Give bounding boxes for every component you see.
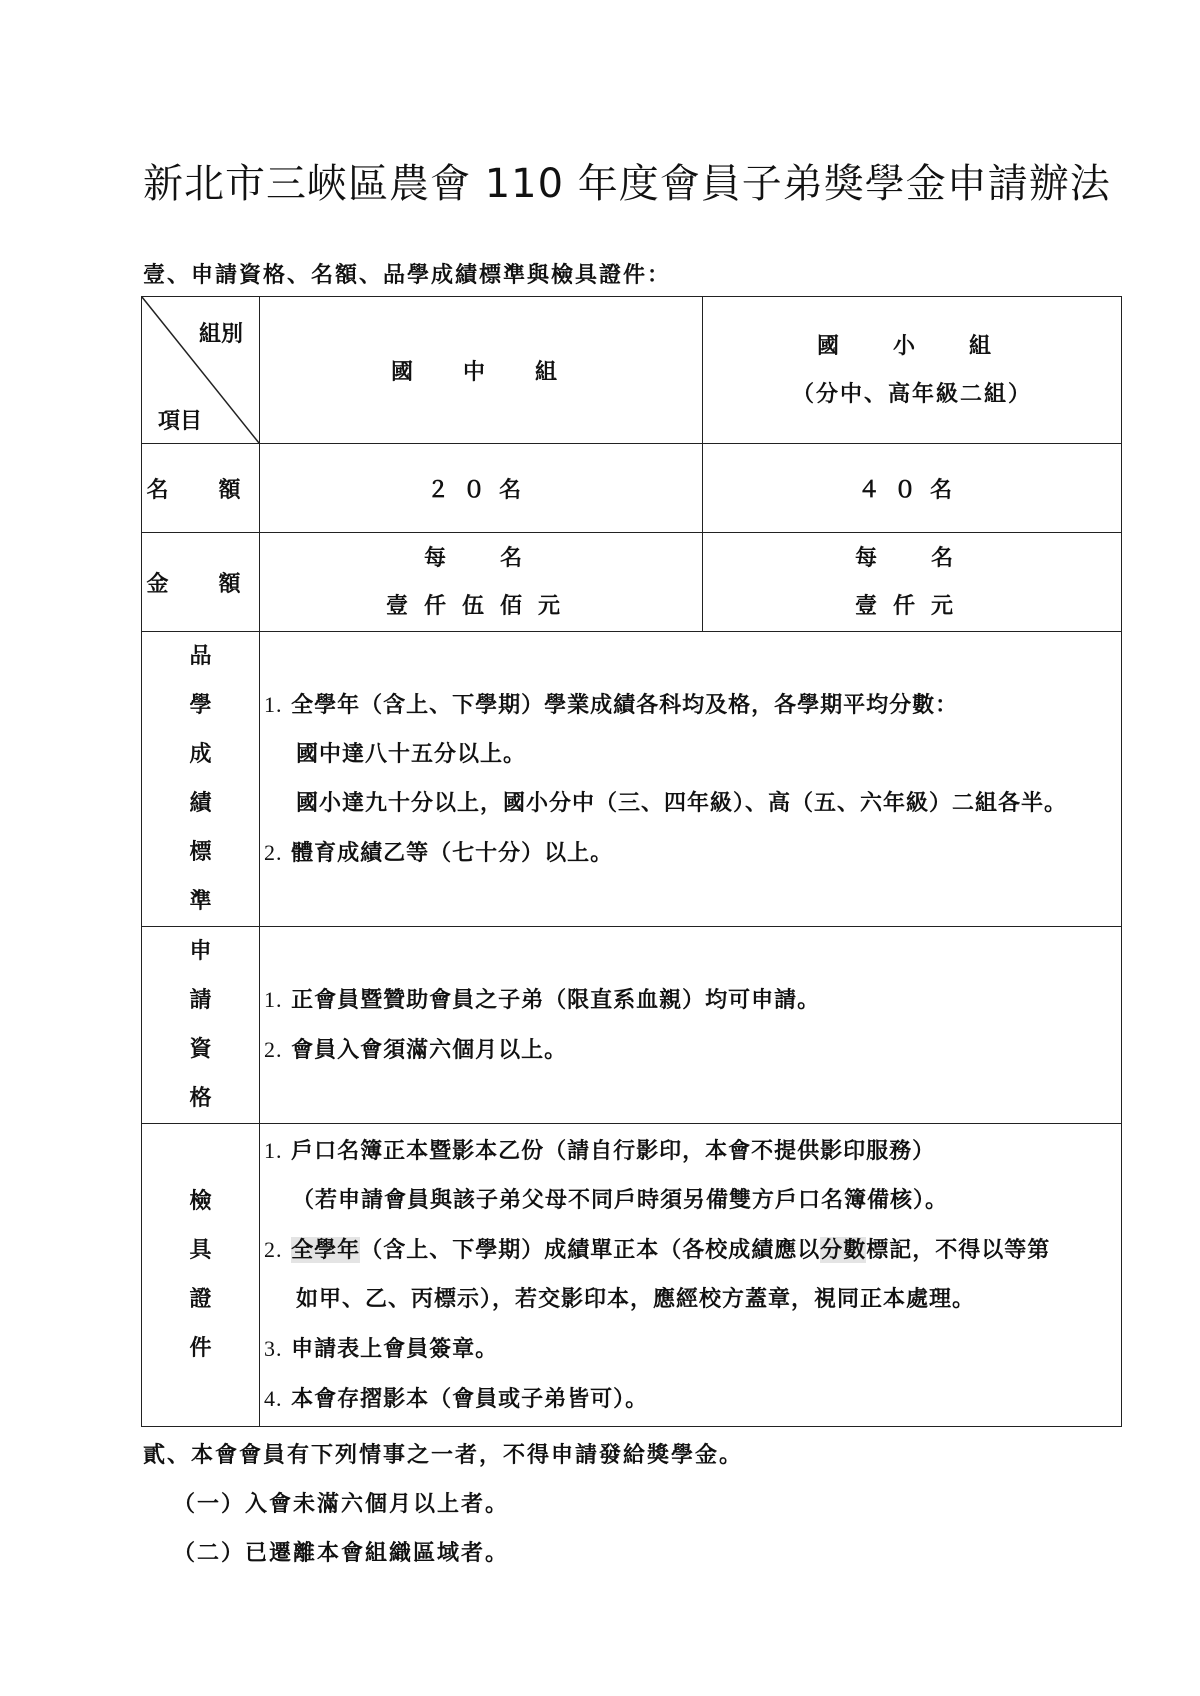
quota-row [142,444,1122,533]
list-item [264,680,1121,730]
list-item [264,828,1121,878]
grades-label-char: 準 [189,888,212,914]
amount-junior-value: 壹仟伍佰元 [385,593,576,619]
grades-row [142,632,1122,927]
header-junior: 國 中 組 [260,297,703,444]
quota-label: 名 額 [142,444,260,533]
item-text: 全學年（含上、下學期）學業成績各科均及格，各學期平均分數： [291,692,959,718]
header-elementary [703,297,1122,444]
qualification-row [142,927,1122,1124]
page-title: 新北市三峽區農會 110 年度會員子弟獎學金申請辦法 [143,161,1111,207]
item-number: 2. [264,1237,283,1262]
list-item [264,1324,1121,1374]
item-number: 1. [264,692,283,717]
amount-junior [260,533,703,632]
scholarship-table [141,296,1122,1427]
section-2-heading: 貳、本會會員有下列情事之一者，不得申請發給獎學金。 [143,1442,744,1468]
list-item [264,1225,1121,1275]
documents-row [142,1124,1122,1427]
docs-label-char: 檢 [189,1188,212,1214]
docs-label-char: 具 [189,1237,212,1263]
grades-label-char: 學 [189,692,212,718]
amount-elementary-value: 壹仟元 [854,593,969,619]
docs-label-char: 證 [189,1286,212,1312]
list-item [264,1025,1121,1075]
item-number: 2. [264,840,283,865]
amount-label: 金 額 [142,533,260,632]
corner-item-label: 項目 [158,408,203,434]
amount-elementary [703,533,1122,632]
qual-label-char: 請 [189,987,212,1013]
grades-label [142,632,260,927]
list-item: 如甲、乙、丙標示），若交影印本，應經校方蓋章，視同正本處理。 [296,1286,976,1312]
list-item: 國小達九十分以上，國小分中（三、四年級）、高（五、六年級）二組各半。 [296,790,1068,816]
header-elementary-note: （分中、高年級二組） [791,381,1032,407]
grades-content [260,632,1122,927]
item-number: 1. [264,987,283,1012]
amount-junior-per: 每 名 [423,545,538,571]
list-item: 國中達八十五分以上。 [296,741,527,767]
corner-cell [142,297,260,444]
grades-label-char: 品 [189,643,212,669]
qualification-content [260,927,1122,1124]
quota-elementary: ４０名 [703,444,1122,533]
item-text: 會員入會須滿六個月以上。 [291,1037,568,1063]
section-2-item: （二）已遷離本會組織區域者。 [173,1540,510,1566]
list-item [264,975,1121,1025]
item-number: 4. [264,1386,283,1411]
grades-label-char: 標 [189,839,212,865]
qual-label-char: 格 [189,1085,212,1111]
documents-label [142,1124,260,1427]
item-text: 正會員暨贊助會員之子弟（限直系血親）均可申請。 [291,987,821,1013]
docs-label-char: 件 [189,1335,212,1361]
amount-row [142,533,1122,632]
list-item: （若申請會員與該子弟父母不同戶時須另備雙方戶口名簿備核）。 [292,1187,949,1213]
quota-junior: ２０名 [260,444,703,533]
section-2-item: （一）入會未滿六個月以上者。 [173,1491,510,1517]
qualification-label [142,927,260,1124]
table-header-row [142,297,1122,444]
list-item [264,1126,1121,1176]
qual-label-char: 申 [189,938,212,964]
item-number: 3. [264,1336,283,1361]
item-text: 體育成績乙等（七十分）以上。 [291,840,614,866]
item-text: 本會存摺影本（會員或子弟皆可）。 [291,1386,649,1412]
grades-label-char: 績 [189,790,212,816]
qual-label-char: 資 [189,1036,212,1062]
item-number: 2. [264,1037,283,1062]
item-number: 1. [264,1138,283,1163]
amount-elementary-per: 每 名 [854,545,969,571]
documents-content [260,1124,1122,1427]
list-item [264,1374,1121,1424]
grades-label-char: 成 [189,741,212,767]
item-text: 標記，不得以等第 [866,1237,1051,1263]
highlighted-text: 全學年 [291,1237,361,1263]
header-elementary-title: 國 小 組 [816,333,1007,359]
section-1-heading: 壹、申請資格、名額、品學成績標準與檢具證件： [143,262,672,288]
highlighted-text: 分數 [820,1237,867,1263]
item-text: （含上、下學期）成績單正本（各校成績應以 [360,1237,821,1263]
item-text: 申請表上會員簽章。 [291,1336,499,1362]
corner-group-label: 組別 [198,321,243,347]
item-text: 戶口名簿正本暨影本乙份（請自行影印，本會不提供影印服務） [291,1138,936,1164]
